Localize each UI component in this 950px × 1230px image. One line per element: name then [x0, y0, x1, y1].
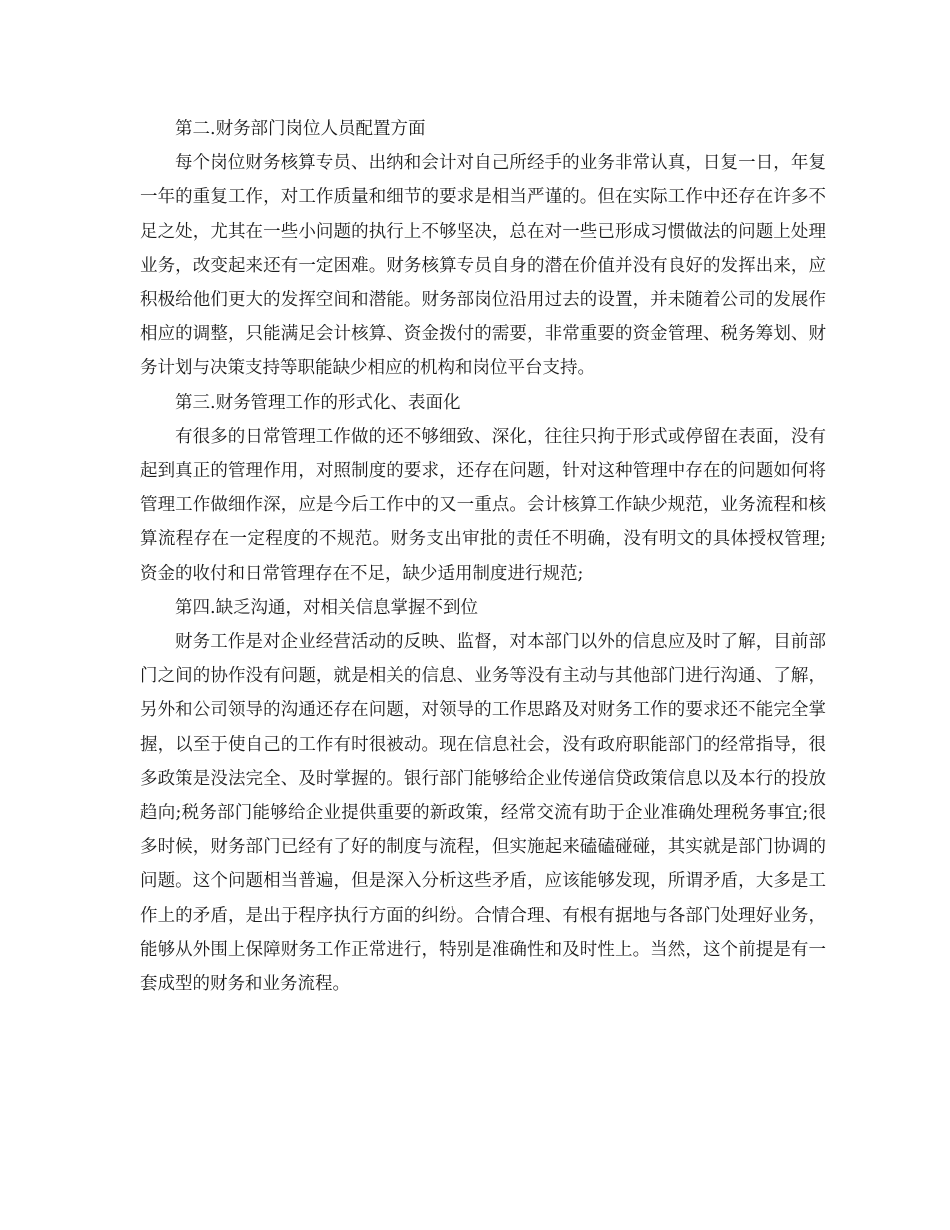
section-heading-2: 第二.财务部门岗位人员配置方面 — [175, 119, 426, 139]
section-heading-3: 第三.财务管理工作的形式化、表面化 — [175, 392, 461, 413]
section-paragraph-3: 有很多的日常管理工作做的还不够细致、深化，往往只拘于形式或停留在表面，没有起到真正的管理作用，对照制度的要求，还存在问题，针对这种管理中存在的问题如何将管理工作做细作深，应是今后工作中的又一重点。会计核算工作缺少规范，业务流程和核算流程存在一定程度的不规范。财务支出审批的责任不明确，没有明文的具体授权管理;资金的收付和日常管理存在不足，缺少适用制度进行规范; — [140, 426, 826, 584]
document-body — [140, 112, 826, 1001]
section-paragraph-2: 每个岗位财务核算专员、出纳和会计对自己所经手的业务非常认真，日复一日，年复一年的重复工作，对工作质量和细节的要求是相当严谨的。但在实际工作中还存在许多不足之处，尤其在一些小问题的执行上不够坚决，总在对一些已形成习惯做法的问题上处理业务，改变起来还有一定困难。财务核算专员自身的潜在价值并没有良好的发挥出来，应积极给他们更大的发挥空间和潜能。财务部岗位沿用过去的设置，并未随着公司的发展作相应的调整，只能满足会计核算、资金拨付的需要，非常重要的资金管理、税务筹划、财务计划与决策支持等职能缺少相应的机构和岗位平台支持。 — [140, 153, 826, 379]
section-paragraph-4: 财务工作是对企业经营活动的反映、监督，对本部门以外的信息应及时了解，目前部门之间的协作没有问题，就是相关的信息、业务等没有主动与其他部门进行沟通、了解，另外和公司领导的沟通还存在问题，对领导的工作思路及对财务工作的要求还不能完全掌握，以至于使自己的工作有时很被动。现在信息社会，没有政府职能部门的经常指导，很多政策是没法完全、及时掌握的。银行部门能够给企业传递信贷政策信息以及本行的投放趋向;税务部门能够给企业提供重要的新政策，经常交流有助于企业准确处理税务事宜;很多时候，财务部门已经有了好的制度与流程，但实施起来磕磕碰碰，其实就是部门协调的问题。这个问题相当普遍，但是深入分析这些矛盾，应该能够发现，所谓矛盾，大多是工作上的矛盾，是出于程序执行方面的纠纷。合情合理、有根有据地与各部门处理好业务，能够从外围上保障财务工作正常进行，特别是准确性和及时性上。当然，这个前提是有一套成型的财务和业务流程。 — [140, 632, 826, 995]
section-heading-4: 第四.缺乏沟通，对相关信息掌握不到位 — [175, 597, 479, 618]
